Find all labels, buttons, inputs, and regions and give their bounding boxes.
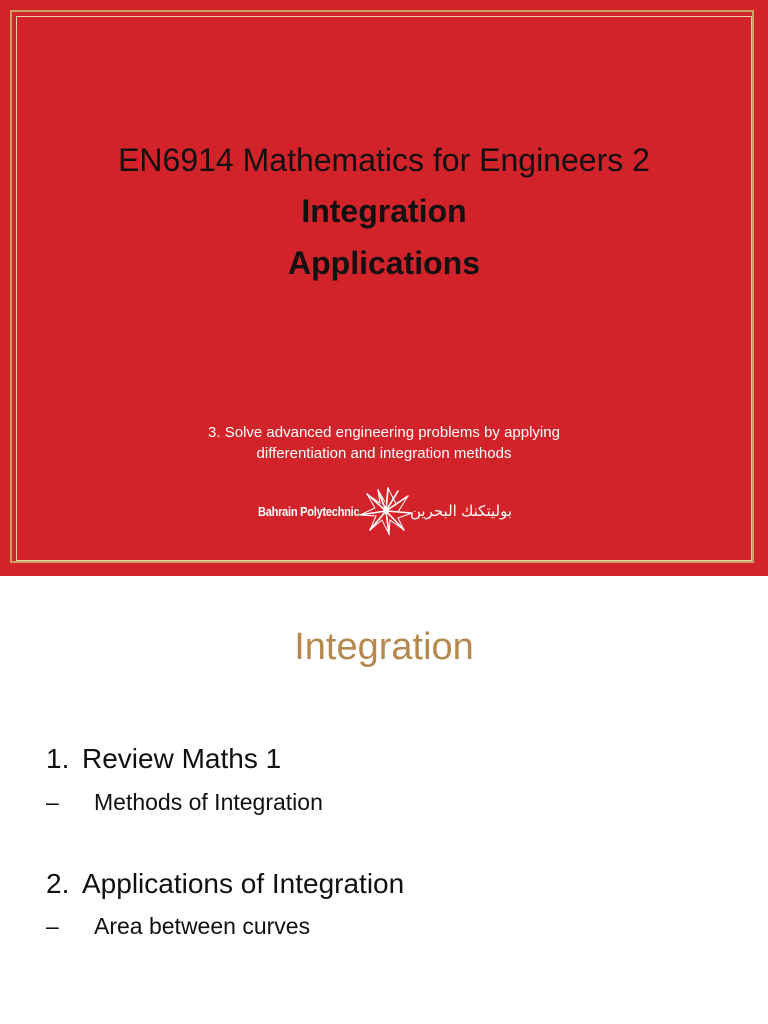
outline-item-2 — [46, 868, 404, 900]
learning-outcome-line-2: differentiation and integration methods — [256, 445, 512, 462]
outline-subitem-1 — [46, 789, 323, 816]
subtitle-integration: Integration — [301, 193, 467, 229]
outline-subitem-label: Area between curves — [94, 913, 311, 939]
outline-title: Integration — [294, 626, 474, 668]
outline-subitem-dash: – — [46, 913, 59, 939]
subtitle-applications: Applications — [287, 245, 480, 281]
learning-outcome-line-1: 3. Solve advanced engineering problems by applying — [208, 424, 560, 441]
logo-text-english: Bahrain Polytechnic — [258, 504, 360, 519]
outline-item-label: Applications of Integration — [82, 868, 405, 899]
slide-frame-inner — [16, 16, 752, 561]
outline-subitem-label: Methods of Integration — [94, 789, 323, 815]
outline-subitem-2 — [46, 913, 310, 940]
bahrain-polytechnic-logo — [258, 486, 514, 536]
outline-subitem-dash: – — [46, 789, 59, 815]
outline-item-1 — [46, 743, 281, 775]
outline-slide — [0, 576, 768, 1024]
learning-outcome — [0, 422, 768, 464]
star-burst-icon — [358, 486, 414, 536]
outline-item-label: Review Maths 1 — [82, 743, 282, 774]
logo-text-arabic: بوليتكنك البحرين — [410, 503, 512, 520]
outline-item-number: 2. — [46, 868, 70, 899]
outline-item-number: 1. — [46, 743, 70, 774]
course-title: EN6914 Mathematics for Engineers 2 — [118, 142, 650, 178]
